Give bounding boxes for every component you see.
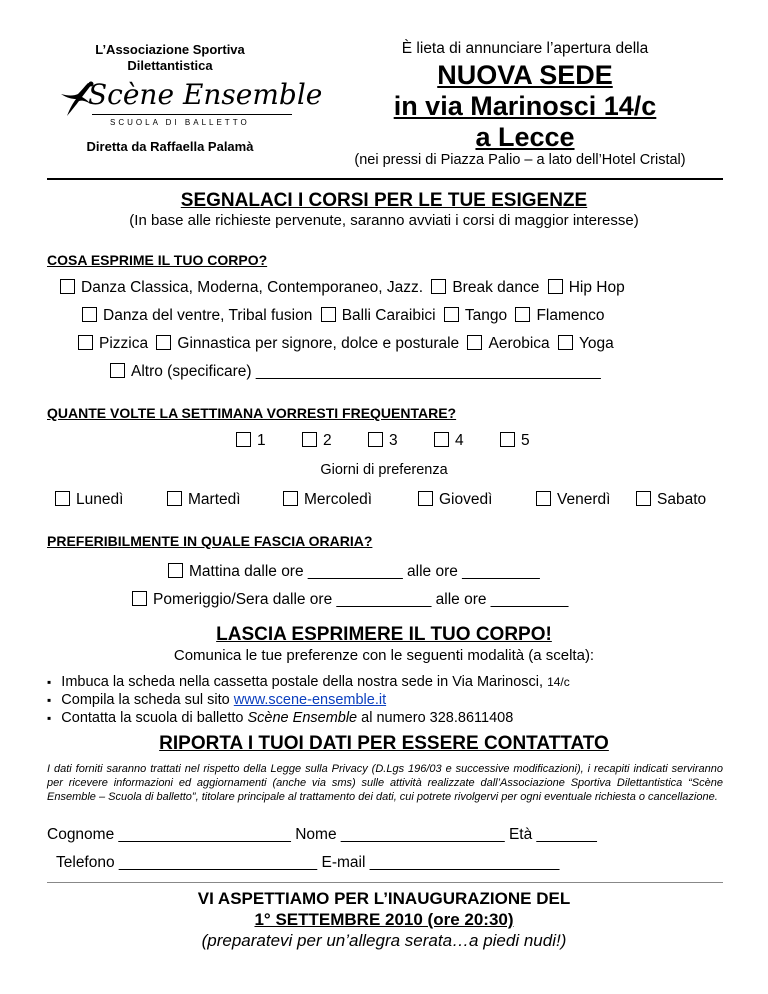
frequency-3[interactable] xyxy=(368,432,398,450)
frequency-1[interactable] xyxy=(236,432,266,450)
courses-subheading: (In base alle richieste pervenute, saranno avviati i corsi di maggior interesse) xyxy=(129,212,639,229)
day-friday[interactable] xyxy=(536,491,610,509)
checkbox[interactable] xyxy=(55,491,70,506)
option-hip-hop[interactable] xyxy=(548,279,625,296)
checkbox[interactable] xyxy=(434,432,449,447)
option-yoga[interactable] xyxy=(558,335,614,352)
title-address: in via Marinosci 14/c xyxy=(393,91,657,121)
day-wednesday[interactable] xyxy=(283,491,372,509)
option-caribbean[interactable] xyxy=(321,307,436,324)
association-name xyxy=(55,42,285,74)
checkbox[interactable] xyxy=(431,279,446,294)
inauguration-date: 1° SETTEMBRE 2010 (ore 20:30) xyxy=(254,910,514,929)
time-afternoon-field[interactable]: Pomeriggio/Sera dalle ore ___________ alle ore _________ xyxy=(153,591,569,608)
checkbox[interactable] xyxy=(110,363,125,378)
checkbox[interactable] xyxy=(168,563,183,578)
time-morning-field[interactable]: Mattina dalle ore ___________ alle ore _________ xyxy=(189,563,540,580)
other-field[interactable]: Altro (specificare) ________________________________________ xyxy=(131,363,601,380)
title-city: a Lecce xyxy=(475,122,575,152)
bullet-text: Imbuca la scheda nella cassetta postale della nostra sede in Via Marinosci, xyxy=(61,674,544,690)
inauguration-line1: VI ASPETTIAMO PER L’INAUGURAZIONE DEL xyxy=(197,889,571,908)
checkbox[interactable] xyxy=(321,307,336,322)
day-label: Sabato xyxy=(657,491,707,508)
frequency-label: 4 xyxy=(455,432,464,449)
courses-heading: SEGNALACI I CORSI PER LE TUE ESIGENZE xyxy=(180,190,588,211)
option-belly-dance[interactable] xyxy=(82,307,312,324)
title-new-venue: NUOVA SEDE xyxy=(437,60,613,90)
time-morning[interactable] xyxy=(168,563,540,581)
contact-fields[interactable]: Telefono _______________________ E-mail ______________________ xyxy=(56,854,560,871)
day-label: Mercoledì xyxy=(304,491,373,508)
checkbox[interactable] xyxy=(368,432,383,447)
website-link[interactable]: www.scene-ensemble.it xyxy=(233,692,387,708)
day-tuesday[interactable] xyxy=(167,491,241,509)
option-label: Ginnastica per signore, dolce e posturale xyxy=(177,335,460,352)
checkbox[interactable] xyxy=(236,432,251,447)
logo-subtitle: SCUOLA DI BALLETTO xyxy=(110,118,250,127)
option-classical[interactable] xyxy=(60,279,423,296)
day-thursday[interactable] xyxy=(418,491,492,509)
bullet-mailbox xyxy=(47,674,570,690)
checkbox[interactable] xyxy=(82,307,97,322)
day-label: Giovedì xyxy=(439,491,493,508)
frequency-4[interactable] xyxy=(434,432,464,450)
frequency-label: 1 xyxy=(257,432,266,449)
checkbox[interactable] xyxy=(156,335,171,350)
school-name: Scène Ensemble xyxy=(247,710,358,726)
option-break-dance[interactable] xyxy=(431,279,539,296)
checkbox[interactable] xyxy=(132,591,147,606)
director-line: Diretta da Raffaella Palamà xyxy=(86,139,254,154)
logo-rule xyxy=(92,114,292,115)
checkbox[interactable] xyxy=(78,335,93,350)
option-pizzica[interactable] xyxy=(78,335,148,352)
checkbox[interactable] xyxy=(558,335,573,350)
option-label: Aerobica xyxy=(488,335,550,352)
bullet-phone xyxy=(47,710,513,726)
option-other[interactable] xyxy=(110,363,601,381)
checkbox[interactable] xyxy=(302,432,317,447)
header-divider xyxy=(47,178,723,180)
time-afternoon[interactable] xyxy=(132,591,568,609)
express-subheading: Comunica le tue preferenze con le seguenti modalità (a scelta): xyxy=(173,647,595,664)
q2-heading: QUANTE VOLTE LA SETTIMANA VORRESTI FREQUENTARE? xyxy=(47,405,457,421)
option-flamenco[interactable] xyxy=(515,307,604,324)
checkbox[interactable] xyxy=(548,279,563,294)
frequency-2[interactable] xyxy=(302,432,332,450)
option-label: Danza del ventre, Tribal fusion xyxy=(103,307,313,324)
frequency-label: 5 xyxy=(521,432,530,449)
checkbox[interactable] xyxy=(467,335,482,350)
announcement: È lieta di annunciare l’apertura della xyxy=(401,40,649,57)
express-heading: LASCIA ESPRIMERE IL TUO CORPO! xyxy=(216,624,552,645)
option-label: Break dance xyxy=(452,279,540,296)
courses-row-2 xyxy=(82,307,609,325)
checkbox[interactable] xyxy=(500,432,515,447)
option-label: Pizzica xyxy=(99,335,149,352)
day-label: Lunedì xyxy=(76,491,124,508)
checkbox[interactable] xyxy=(283,491,298,506)
frequency-label: 3 xyxy=(389,432,398,449)
option-tango[interactable] xyxy=(444,307,507,324)
phone-text: al numero 328.8611408 xyxy=(361,710,514,726)
days-label: Giorni di preferenza xyxy=(320,462,448,478)
day-label: Martedì xyxy=(188,491,241,508)
name-fields[interactable]: Cognome ____________________ Nome ___________________ Età _______ xyxy=(47,826,597,843)
checkbox[interactable] xyxy=(167,491,182,506)
option-label: Tango xyxy=(464,307,508,324)
day-monday[interactable] xyxy=(55,491,123,509)
frequency-5[interactable] xyxy=(500,432,530,450)
option-label: Balli Caraibici xyxy=(341,307,436,324)
courses-row-1 xyxy=(60,279,629,297)
checkbox[interactable] xyxy=(515,307,530,322)
footer-divider xyxy=(47,882,723,883)
courses-row-3 xyxy=(78,335,618,353)
day-label: Venerdì xyxy=(557,491,611,508)
bullet-website xyxy=(47,692,386,708)
q1-heading: COSA ESPRIME IL TUO CORPO? xyxy=(47,252,268,268)
address-number: 14/c xyxy=(547,675,570,689)
q3-heading: PREFERIBILMENTE IN QUALE FASCIA ORARIA? xyxy=(47,533,373,549)
option-label: Hip Hop xyxy=(568,279,625,296)
location-note: (nei pressi di Piazza Palio – a lato dell’Hotel Cristal) xyxy=(354,152,686,168)
association-line2: Dilettantistica xyxy=(127,58,213,73)
bullet-text: Compila la scheda sul sito xyxy=(61,692,230,708)
bullet-text: Contatta la scuola di balletto xyxy=(61,710,244,726)
contact-heading: RIPORTA I TUOI DATI PER ESSERE CONTATTATO xyxy=(159,733,609,754)
day-saturday[interactable] xyxy=(636,491,706,509)
checkbox[interactable] xyxy=(444,307,459,322)
option-aerobics[interactable] xyxy=(467,335,549,352)
logo-text: Scène Ensemble xyxy=(88,78,323,111)
checkbox[interactable] xyxy=(418,491,433,506)
checkbox[interactable] xyxy=(636,491,651,506)
privacy-notice: I dati forniti saranno trattati nel rispetto della Legge sulla Privacy (D.Lgs 196/03 e successive modificazioni), i recapiti indicati serviranno per ricevere informazioni ed aggiornamenti (anche via sms) sulle attività realizzate dall’Associazione Sportiva Dilettantistica “Scène Ensemble – Scuola di balletto”, titolare principale al trattamento dei dati, cui potrete rivolgervi per ogni eventuale richiesta o cancellazione. xyxy=(47,763,723,803)
option-label: Yoga xyxy=(578,335,614,352)
frequency-label: 2 xyxy=(323,432,332,449)
option-label: Flamenco xyxy=(536,307,605,324)
association-line1: L’Associazione Sportiva xyxy=(95,42,245,57)
option-gymnastics[interactable] xyxy=(156,335,459,352)
checkbox[interactable] xyxy=(536,491,551,506)
school-logo xyxy=(58,78,323,128)
inauguration-note: (preparatevi per un’allegra serata…a piedi nudi!) xyxy=(201,931,567,950)
checkbox[interactable] xyxy=(60,279,75,294)
option-label: Danza Classica, Moderna, Contemporaneo, Jazz. xyxy=(81,279,424,296)
